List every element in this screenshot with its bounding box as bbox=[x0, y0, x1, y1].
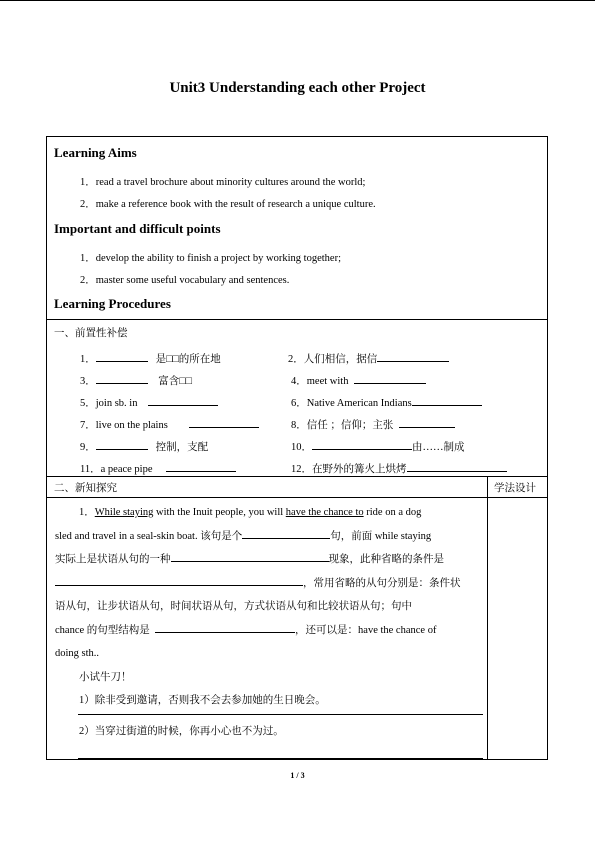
practice-heading: 小试牛刀！ bbox=[79, 671, 132, 683]
aims-item-1: 1．read a travel brochure about minority cultures around the world; bbox=[80, 177, 366, 188]
grammar-paragraph bbox=[55, 501, 483, 713]
vocab-item-3 bbox=[80, 372, 192, 388]
para-text: ，还可以是：have the chance of bbox=[295, 624, 437, 636]
para-line-4 bbox=[55, 572, 483, 596]
practice-question-1: 1）除非受到邀请，否则我不会去参加她的生日晚会。 bbox=[79, 695, 326, 706]
vocab-text: a peace pipe bbox=[100, 464, 153, 475]
answer-blank bbox=[242, 527, 330, 539]
answer-blank bbox=[412, 394, 482, 406]
side-column-divider bbox=[487, 476, 488, 760]
para-text: ride on a dog bbox=[363, 507, 422, 518]
points-heading: Important and difficult points bbox=[54, 221, 221, 236]
answer-blank bbox=[312, 438, 412, 450]
para-text: 现象，此种省略的条件是 bbox=[328, 554, 444, 565]
vocab-item-6 bbox=[291, 394, 482, 410]
answer-blank bbox=[399, 416, 455, 428]
answer-blank bbox=[155, 621, 295, 633]
underlined-phrase: have the chance to bbox=[285, 507, 364, 518]
aims-heading: Learning Aims bbox=[54, 145, 137, 160]
vocab-text: meet with bbox=[306, 376, 349, 387]
answer-blank bbox=[377, 350, 449, 362]
vocab-item-11 bbox=[80, 460, 236, 476]
answer-blank bbox=[354, 372, 426, 384]
top-rule bbox=[0, 0, 595, 1]
para-text: sled and travel in a seal-skin boat. 该句是个 bbox=[55, 530, 243, 542]
answer-line-1 bbox=[78, 714, 483, 715]
para-line-3 bbox=[55, 548, 483, 572]
vocab-num: 11． bbox=[80, 464, 101, 475]
answer-blank bbox=[166, 460, 236, 472]
divider-procedures bbox=[46, 319, 548, 320]
vocab-num: 5． bbox=[80, 398, 96, 409]
method-design-heading: 学法设计 bbox=[494, 483, 536, 494]
vocab-text: live on the plains bbox=[95, 420, 168, 431]
item-number: 1． bbox=[79, 507, 95, 518]
vocab-num: 7． bbox=[80, 420, 96, 431]
para-text: 实际上是状语从句的一种 bbox=[55, 554, 171, 565]
page-title: Unit3 Understanding each other Project bbox=[169, 80, 426, 96]
points-item-2: 2．master some useful vocabulary and sentences. bbox=[80, 275, 290, 286]
section2-heading: 二、新知探究 bbox=[54, 483, 117, 494]
vocab-text: 控制，支配 bbox=[155, 442, 209, 453]
answer-blank bbox=[407, 460, 507, 472]
vocab-num: 9． bbox=[80, 442, 96, 453]
vocab-text: 由……制成 bbox=[412, 442, 465, 453]
para-line-7: doing sth.. bbox=[55, 648, 100, 659]
vocab-num: 2． bbox=[288, 354, 304, 365]
vocab-text: join sb. in bbox=[95, 398, 138, 409]
divider-section2 bbox=[46, 476, 548, 477]
aims-item-2: 2．make a reference book with the result of research a unique culture. bbox=[80, 199, 376, 210]
underlined-phrase: While staying bbox=[94, 507, 154, 518]
vocab-num: 1． bbox=[80, 354, 96, 365]
answer-blank bbox=[148, 394, 218, 406]
vocab-item-1 bbox=[80, 350, 221, 366]
vocab-num: 12． bbox=[291, 464, 312, 475]
para-line-6 bbox=[55, 619, 483, 643]
vocab-text: 富含□□ bbox=[158, 376, 192, 387]
vocab-num: 6． bbox=[291, 398, 307, 409]
para-line-2 bbox=[55, 525, 483, 549]
answer-blank bbox=[189, 416, 259, 428]
vocab-item-9 bbox=[80, 438, 208, 454]
vocab-item-10 bbox=[291, 438, 465, 454]
practice-question-2: 2）当穿过街道的时候，你再小心也不为过。 bbox=[79, 726, 284, 737]
vocab-item-7 bbox=[80, 416, 259, 432]
vocab-num: 8． bbox=[291, 420, 307, 431]
section2-header-rule bbox=[46, 497, 548, 498]
section1-heading: 一、前置性补偿 bbox=[54, 328, 128, 339]
vocab-text: Native American Indians bbox=[306, 398, 412, 409]
answer-blank bbox=[171, 550, 329, 562]
para-text: 句，前面 while staying bbox=[330, 530, 432, 542]
vocab-num: 10． bbox=[291, 442, 312, 453]
para-line-1 bbox=[55, 501, 483, 525]
para-text: with the Inuit people, you will bbox=[153, 507, 286, 518]
vocab-num: 4． bbox=[291, 376, 307, 387]
vocab-item-4 bbox=[291, 372, 426, 388]
answer-blank bbox=[96, 372, 148, 384]
vocab-item-8 bbox=[291, 416, 455, 432]
vocab-item-5 bbox=[80, 394, 218, 410]
vocab-item-12 bbox=[291, 460, 507, 476]
vocab-item-2 bbox=[288, 350, 449, 366]
answer-blank bbox=[96, 350, 148, 362]
para-text: chance 的句型结构是 bbox=[55, 624, 150, 636]
para-line-5: 语从句，让步状语从句，时间状语从句，方式状语从句和比较状语从句；句中 bbox=[55, 601, 412, 612]
vocab-text: 信任 ；信仰；主张 bbox=[306, 420, 394, 431]
vocab-text: 是□□的所在地 bbox=[155, 354, 221, 365]
vocab-text: 在野外的篝火上烘烤 bbox=[312, 464, 407, 475]
para-text: ，常用省略的从句分别是：条件状 bbox=[303, 577, 461, 589]
page-number: 1 / 3 bbox=[290, 771, 305, 780]
points-item-1: 1．develop the ability to finish a project by working together; bbox=[80, 253, 341, 264]
procedures-heading: Learning Procedures bbox=[54, 296, 171, 311]
vocab-text: 人们相信，据信 bbox=[303, 354, 378, 365]
answer-line-2 bbox=[78, 758, 483, 759]
vocab-num: 3． bbox=[80, 376, 96, 387]
answer-blank bbox=[55, 574, 303, 586]
answer-blank bbox=[96, 438, 148, 450]
